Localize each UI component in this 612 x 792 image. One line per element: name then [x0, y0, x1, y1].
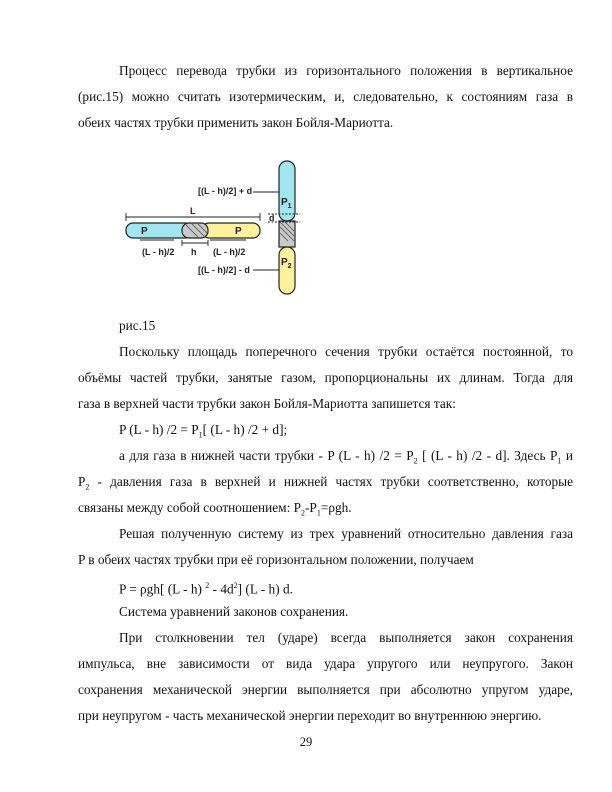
paragraph-lower-gas: а для газа в нижней части трубки - P (L - h) $/2 = P_2$ [ (L - h) /2 - d]. Здесь $P_1$ и: [119, 448, 573, 466]
paragraph-intro: Процесс перевода трубки из горизонтального положения в вертикальное: [119, 63, 573, 78]
label-d: d: [269, 213, 275, 223]
paragraph-area-line3: газа в верхней части трубки закон Бойля-Мариотта запишется так:: [78, 396, 456, 411]
horizontal-tube-right: [202, 223, 260, 238]
paragraph-collision: При столкновении тел (ударе) всегда выполняется закон сохранения: [119, 630, 573, 645]
paragraph-intro-line3: обеих частях трубки применить закон Бойля-Мариотта.: [78, 115, 394, 130]
paragraph-lower-gas-line2: $P_2$ - давления газа в верхней и нижней частях трубки соответственно, которые: [78, 474, 573, 492]
paragraph-area: Поскольку площадь поперечного сечения трубки остаётся постоянной, то: [119, 344, 573, 359]
label-P-right: P: [235, 226, 242, 237]
label-top-length: [(L - h)/2] + d: [198, 186, 253, 196]
label-P-left: P: [141, 226, 148, 237]
paragraph-solve: Решая полученную систему из трех уравнений относительно давления газа: [119, 526, 573, 541]
paragraph-lower-gas-line3: связаны между собой соотношением: $P_2-P_1=\rho gh$.: [78, 500, 352, 518]
paragraph-intro-line2: (рис.15) можно считать изотермическим, и, следовательно, к состояниям газа в: [78, 89, 573, 104]
tube-figure: [118, 160, 308, 298]
paragraph-collision-line4: при неупругом - часть механической энергии переходит во внутреннюю энергию.: [78, 708, 542, 723]
label-L: L: [190, 206, 196, 216]
label-bottom-length: [(L - h)/2] - d: [198, 265, 250, 275]
label-left-length: (L - h)/2: [142, 247, 175, 257]
figure-caption: рис.15: [119, 318, 156, 333]
equation-upper: P (L - h) $/2 = P_1$[ (L - h) /2 + d];: [119, 422, 288, 440]
page-number: 29: [299, 735, 313, 749]
label-P2: $P_2$: [281, 257, 292, 270]
label-right-length: (L - h)/2: [213, 247, 246, 257]
label-P1: $P_1$: [281, 197, 292, 210]
vertical-tube-lower: [279, 247, 295, 294]
paragraph-solve-line2: P в обеих частях трубки при её горизонтальном положении, получаем: [78, 552, 474, 567]
paragraph-collision-line2: импульса, вне зависимости от вида удара упругого или неупругого. Закон: [78, 656, 573, 671]
section-heading-conservation: Система уравнений законов сохранения.: [119, 604, 349, 619]
equation-pressure: P = ρgh[ (L - h) $^2 - 4d^2$] (L - h) d.: [119, 581, 293, 597]
paragraph-collision-line3: сохранения механической энергии выполняется при абсолютно упругом ударе,: [78, 682, 573, 697]
vertical-tube-upper: [279, 161, 295, 221]
label-h: h: [191, 247, 197, 257]
paragraph-area-line2: объёмы частей трубки, занятые газом, пропорциональны их длинам. Тогда для: [78, 370, 573, 385]
